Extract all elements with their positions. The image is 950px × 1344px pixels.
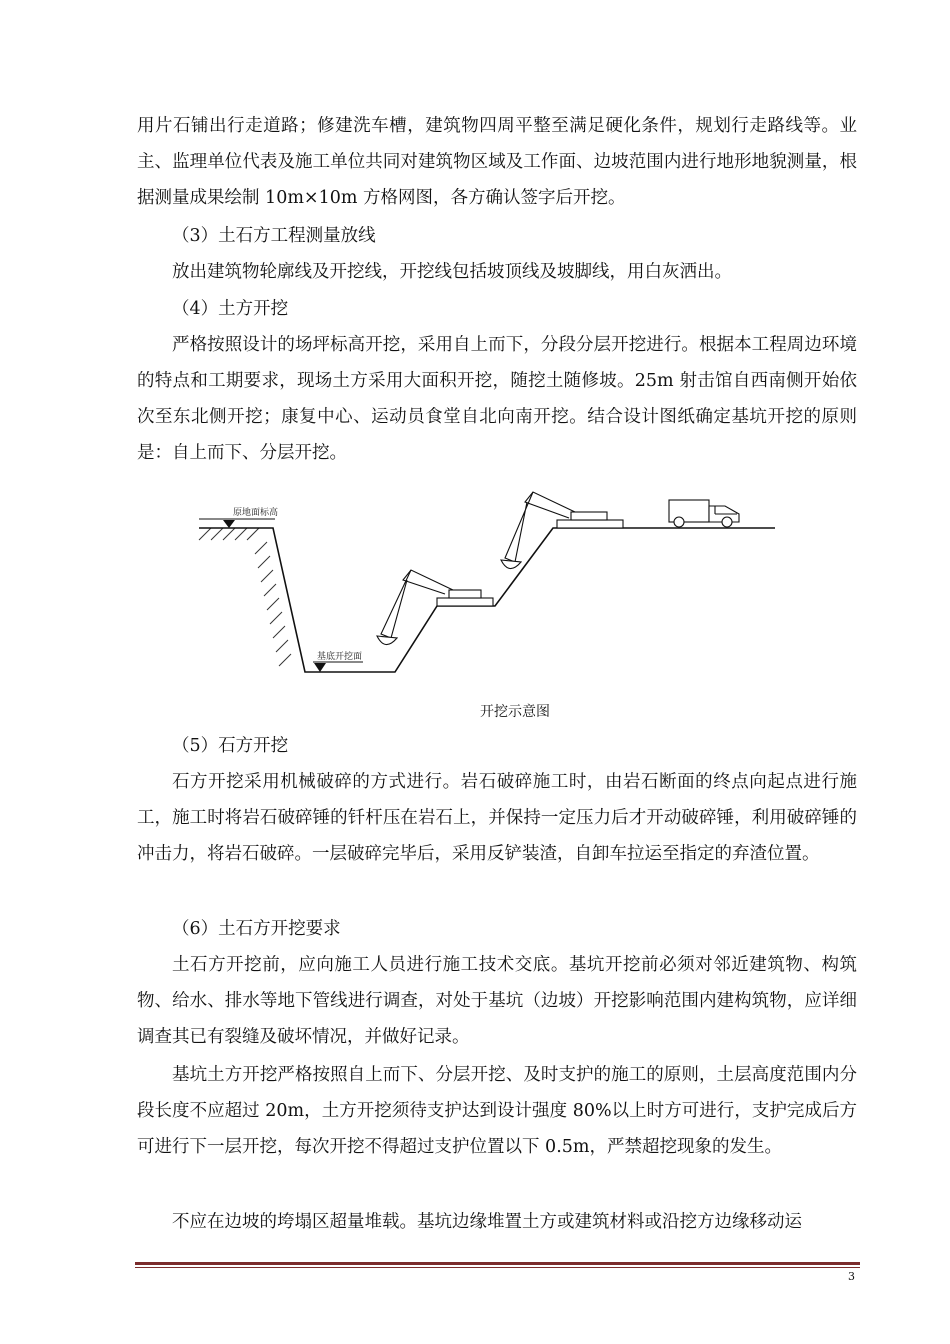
page-number: 3	[848, 1270, 855, 1283]
heading-excavation-requirements: （6）土石方开挖要求	[172, 919, 341, 939]
heading-survey-layout: （3）土石方工程测量放线	[172, 226, 376, 246]
paragraph-slope-loading: 不应在边坡的垮塌区超量堆载。基坑边缘堆置土方或建筑材料或沿挖方边缘移动运	[172, 1212, 802, 1232]
elevation-marker-bottom-icon	[314, 663, 326, 672]
elevation-marker-top-icon	[223, 520, 235, 528]
paragraph-rock-excavation: 石方开挖采用机械破碎的方式进行。岩石破碎施工时，由岩石断面的终点向起点进行施工，施工时将岩石破碎锤的钎杆压在岩石上，并保持一定压力后才开动破碎锤，利用破碎锤的冲击力，将岩石破碎。一层破碎完毕后，采用反铲装渣，自卸车拉运至指定的弃渣位置。	[137, 772, 857, 864]
label-original-ground: 原地面标高	[233, 508, 279, 518]
paragraph-layout: 放出建筑物轮廓线及开挖线，开挖线包括坡顶线及坡脚线，用白灰洒出。	[172, 262, 732, 282]
paragraph-survey: 用片石铺出行走道路；修建洗车槽，建筑物四周平整至满足硬化条件，规划行走路线等。业主、监理单位代表及施工单位共同对建筑物区域及工作面、边坡范围内进行地形地貌测量，根据测量成果绘制 10m×10m 方格网图，各方确认签字后开挖。	[137, 116, 857, 208]
footer-rule-thin	[135, 1267, 860, 1268]
heading-earth-excavation: （4）土方开挖	[172, 299, 289, 319]
excavation-diagram	[185, 484, 795, 694]
figure-caption: 开挖示意图	[480, 704, 550, 720]
label-excavation-base: 基底开挖面	[317, 652, 363, 662]
excavator-upper-icon	[501, 492, 623, 569]
footer-rule	[135, 1262, 860, 1265]
heading-rock-excavation: （5）石方开挖	[172, 736, 289, 756]
dump-truck-icon	[669, 500, 739, 527]
paragraph-technical-briefing: 土石方开挖前，应向施工人员进行施工技术交底。基坑开挖前必须对邻近建筑物、构筑物、给水、排水等地下管线进行调查，对处于基坑（边坡）开挖影响范围内建构筑物，应详细调查其已有裂缝及破坏情况，并做好记录。	[137, 955, 857, 1047]
excavator-lower-icon	[377, 570, 493, 645]
paragraph-earth-excavation: 严格按照设计的场坪标高开挖，采用自上而下，分段分层开挖进行。根据本工程周边环境的特点和工期要求，现场土方采用大面积开挖，随挖土随修坡。25m 射击馆自西南侧开始依次至东北侧开挖；康复中心、运动员食堂自北向南开挖。结合设计图纸确定基坑开挖的原则是：自上而下、分层开挖。	[137, 335, 857, 463]
paragraph-layered-excavation: 基坑土方开挖严格按照自上而下、分层开挖、及时支护的施工的原则，土层高度范围内分段长度不应超过 20m，土方开挖须待支护达到设计强度 80%以上时方可进行，支护完成后方可进行下一层开挖，每次开挖不得超过支护位置以下 0.5m，严禁超挖现象的发生。	[137, 1065, 857, 1157]
